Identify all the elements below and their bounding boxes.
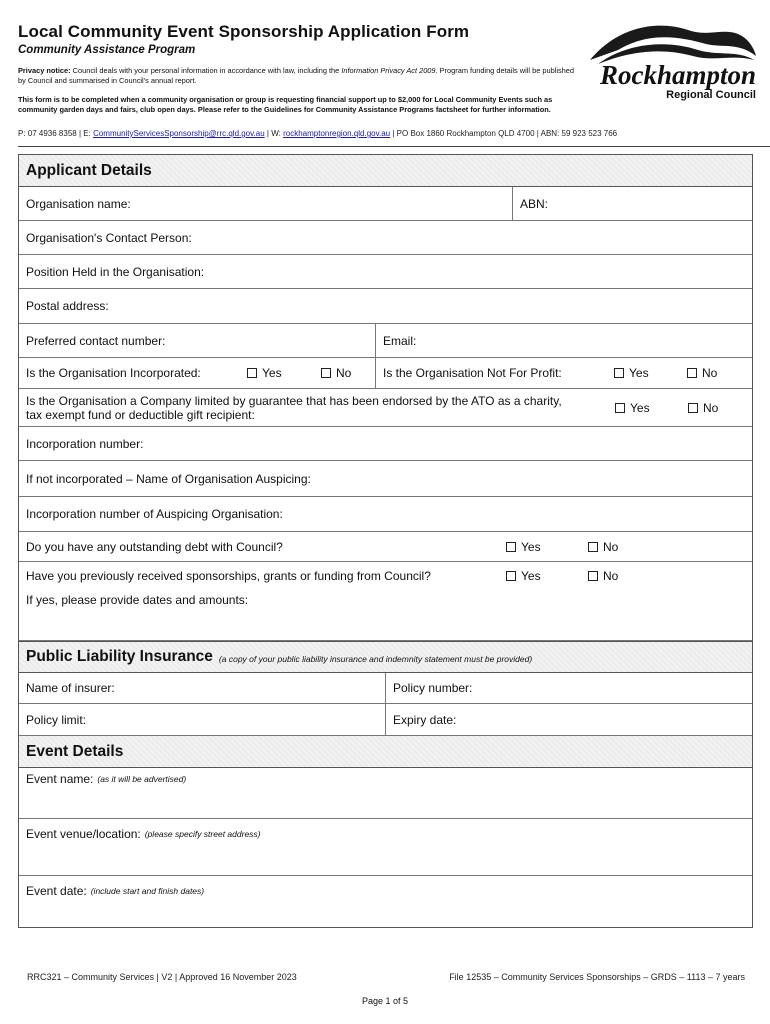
form-row <box>19 562 752 589</box>
form-row <box>19 289 752 324</box>
section-title: Public Liability Insurance <box>26 648 213 665</box>
option-label: Yes <box>629 366 649 380</box>
form-row <box>19 324 752 358</box>
form-row <box>19 358 752 389</box>
logo-wordmark: Rockhampton <box>599 60 756 90</box>
contact-person-field[interactable] <box>19 221 752 254</box>
postal-address-field[interactable] <box>19 289 752 323</box>
logo-subtext: Regional Council <box>666 89 756 101</box>
field-label: Event venue/location: <box>26 827 141 841</box>
not-for-profit-no-checkbox[interactable] <box>687 366 717 380</box>
option-label: No <box>702 366 718 380</box>
incorporated-yes-checkbox[interactable] <box>247 366 282 380</box>
field-label: If yes, please provide dates and amounts: <box>26 593 249 607</box>
form-row <box>19 876 752 927</box>
checkbox-icon <box>615 403 625 413</box>
web-prefix: W: <box>271 129 281 138</box>
separator: | <box>266 129 269 138</box>
footer-left: RRC321 – Community Services | V2 | Approved 16 November 2023 <box>27 972 297 982</box>
council-logo <box>588 20 758 102</box>
field-label: Preferred contact number: <box>26 333 166 348</box>
field-hint: (please specify street address) <box>144 829 261 839</box>
form-row <box>19 819 752 876</box>
checkbox-icon <box>614 368 624 378</box>
event-venue-field[interactable] <box>19 819 752 875</box>
separator: | <box>392 129 395 138</box>
page-number: Page 1 of 5 <box>361 996 409 1006</box>
checkbox-icon <box>688 403 698 413</box>
expiry-date-field[interactable] <box>385 704 752 735</box>
field-label: Policy number: <box>393 681 473 695</box>
field-hint: (as it will be advertised) <box>97 774 187 784</box>
section-note: (a copy of your public liability insurance and indemnity statement must be provided) <box>218 653 533 664</box>
form-row <box>19 255 752 289</box>
option-label: No <box>336 366 352 380</box>
section-title: Event Details <box>26 742 124 760</box>
incorporated-no-checkbox[interactable] <box>321 366 351 380</box>
section-header-applicant <box>19 155 752 187</box>
checkbox-icon <box>588 542 598 552</box>
page-title: Local Community Event Sponsorship Application Form <box>18 22 470 41</box>
auspicing-number-field[interactable] <box>19 497 752 531</box>
privacy-act: Information Privacy Act 2009 <box>341 66 436 75</box>
abn-number: ABN: 59 923 523 766 <box>540 129 618 138</box>
option-label: Yes <box>521 568 541 583</box>
field-label: If not incorporated – Name of Organisation Auspicing: <box>26 471 311 486</box>
org-name-field[interactable] <box>19 187 512 220</box>
checkbox-icon <box>687 368 697 378</box>
po-box: PO Box 1860 Rockhampton QLD 4700 <box>396 129 535 138</box>
field-label: Event date: <box>26 884 87 898</box>
application-form <box>18 154 753 928</box>
field-label: Have you previously received sponsorships, grants or funding from Council? <box>26 568 431 583</box>
section-title: Applicant Details <box>26 161 152 179</box>
form-row <box>19 532 752 562</box>
event-name-field[interactable] <box>19 768 752 818</box>
separator: | <box>536 129 539 138</box>
position-field[interactable] <box>19 255 752 288</box>
prev-funding-yes-checkbox[interactable] <box>506 569 541 583</box>
email-field[interactable] <box>375 324 752 357</box>
checkbox-icon <box>588 571 598 581</box>
policy-number-field[interactable] <box>385 673 752 703</box>
form-row <box>19 589 752 641</box>
option-label: No <box>603 539 619 554</box>
field-label: Expiry date: <box>393 712 457 727</box>
debt-no-checkbox[interactable] <box>588 540 618 554</box>
insurer-field[interactable] <box>19 673 385 703</box>
event-date-field[interactable] <box>19 876 752 927</box>
checkbox-icon <box>247 368 257 378</box>
separator: | <box>78 129 82 138</box>
header-divider <box>18 146 770 147</box>
field-label: Do you have any outstanding debt with Council? <box>26 539 283 554</box>
prev-funding-question <box>19 562 752 589</box>
privacy-label: Privacy notice: <box>18 66 71 75</box>
field-label: Name of insurer: <box>26 681 115 695</box>
field-label: ABN: <box>520 196 549 211</box>
not-for-profit-question <box>375 358 752 388</box>
phone-field[interactable] <box>19 324 375 357</box>
form-header <box>18 20 758 148</box>
form-row <box>19 673 752 704</box>
email-link[interactable]: CommunityServicesSponsorship@rrc.qld.gov.au <box>93 129 265 138</box>
auspicing-name-field[interactable] <box>19 461 752 496</box>
website-link[interactable]: rockhamptonregion.qld.gov.au <box>283 129 391 138</box>
form-row <box>19 461 752 497</box>
field-label: Organisation name: <box>26 196 131 211</box>
prev-funding-no-checkbox[interactable] <box>588 569 618 583</box>
policy-limit-field[interactable] <box>19 704 385 735</box>
form-row <box>19 427 752 461</box>
company-ato-yes-checkbox[interactable] <box>615 401 650 415</box>
contact-phone: P: 07 4936 8358 <box>18 129 77 138</box>
field-hint: (include start and finish dates) <box>90 886 205 896</box>
section-header-insurance <box>19 641 752 673</box>
field-label: Incorporation number: <box>26 436 144 451</box>
option-label: No <box>703 400 719 415</box>
checkbox-icon <box>506 571 516 581</box>
privacy-notice <box>18 66 578 86</box>
footer-right: File 12535 – Community Services Sponsorships – GRDS – 1113 – 7 years <box>449 972 745 982</box>
form-row <box>19 389 752 427</box>
field-label: Position Held in the Organisation: <box>26 264 205 279</box>
debt-yes-checkbox[interactable] <box>506 540 541 554</box>
form-row <box>19 497 752 532</box>
form-row <box>19 187 752 221</box>
field-label: Postal address: <box>26 299 109 313</box>
field-label: Incorporation number of Auspicing Organisation: <box>26 507 283 521</box>
option-label: Yes <box>262 366 282 380</box>
privacy-text-2: . Program funding details will be published by Council and summarised in Council's annual report. <box>18 66 574 85</box>
prev-funding-details-field[interactable] <box>19 589 752 640</box>
field-label: Is the Organisation a Company limited by guarantee that has been endorsed by the ATO as a charity, tax exempt fund or deductible gift recipient: <box>26 393 562 422</box>
not-for-profit-yes-checkbox[interactable] <box>614 366 649 380</box>
form-row <box>19 221 752 255</box>
checkbox-icon <box>506 542 516 552</box>
option-label: No <box>603 568 619 583</box>
email-prefix: E: <box>83 129 91 138</box>
form-row <box>19 704 752 736</box>
contact-line <box>18 129 758 138</box>
company-ato-no-checkbox[interactable] <box>688 401 718 415</box>
page-subtitle: Community Assistance Program <box>18 44 196 56</box>
field-label: Is the Organisation Not For Profit: <box>383 366 562 380</box>
company-ato-question <box>19 389 752 426</box>
privacy-text-1: Council deals with your personal information in accordance with law, including the <box>70 66 342 75</box>
form-row <box>19 768 752 819</box>
field-label: Event name: <box>26 772 94 786</box>
option-label: Yes <box>521 539 541 554</box>
checkbox-icon <box>321 368 331 378</box>
incorporation-number-field[interactable] <box>19 427 752 460</box>
option-label: Yes <box>630 400 650 415</box>
field-label: Policy limit: <box>26 712 87 727</box>
incorporated-question <box>19 358 375 388</box>
form-instructions: This form is to be completed when a community organisation or group is requesting financial support up to $2,000 for Local Community Events such as community garden days and fairs, club open days. Please refer to the Guidelines for Community Assistance Programs factsheet for further information. <box>18 95 553 114</box>
field-label: Organisation's Contact Person: <box>26 230 192 245</box>
field-label: Is the Organisation Incorporated: <box>26 366 201 380</box>
field-label: Email: <box>383 333 417 348</box>
debt-question <box>19 532 752 561</box>
abn-field[interactable] <box>512 187 752 220</box>
section-header-event <box>19 736 752 768</box>
